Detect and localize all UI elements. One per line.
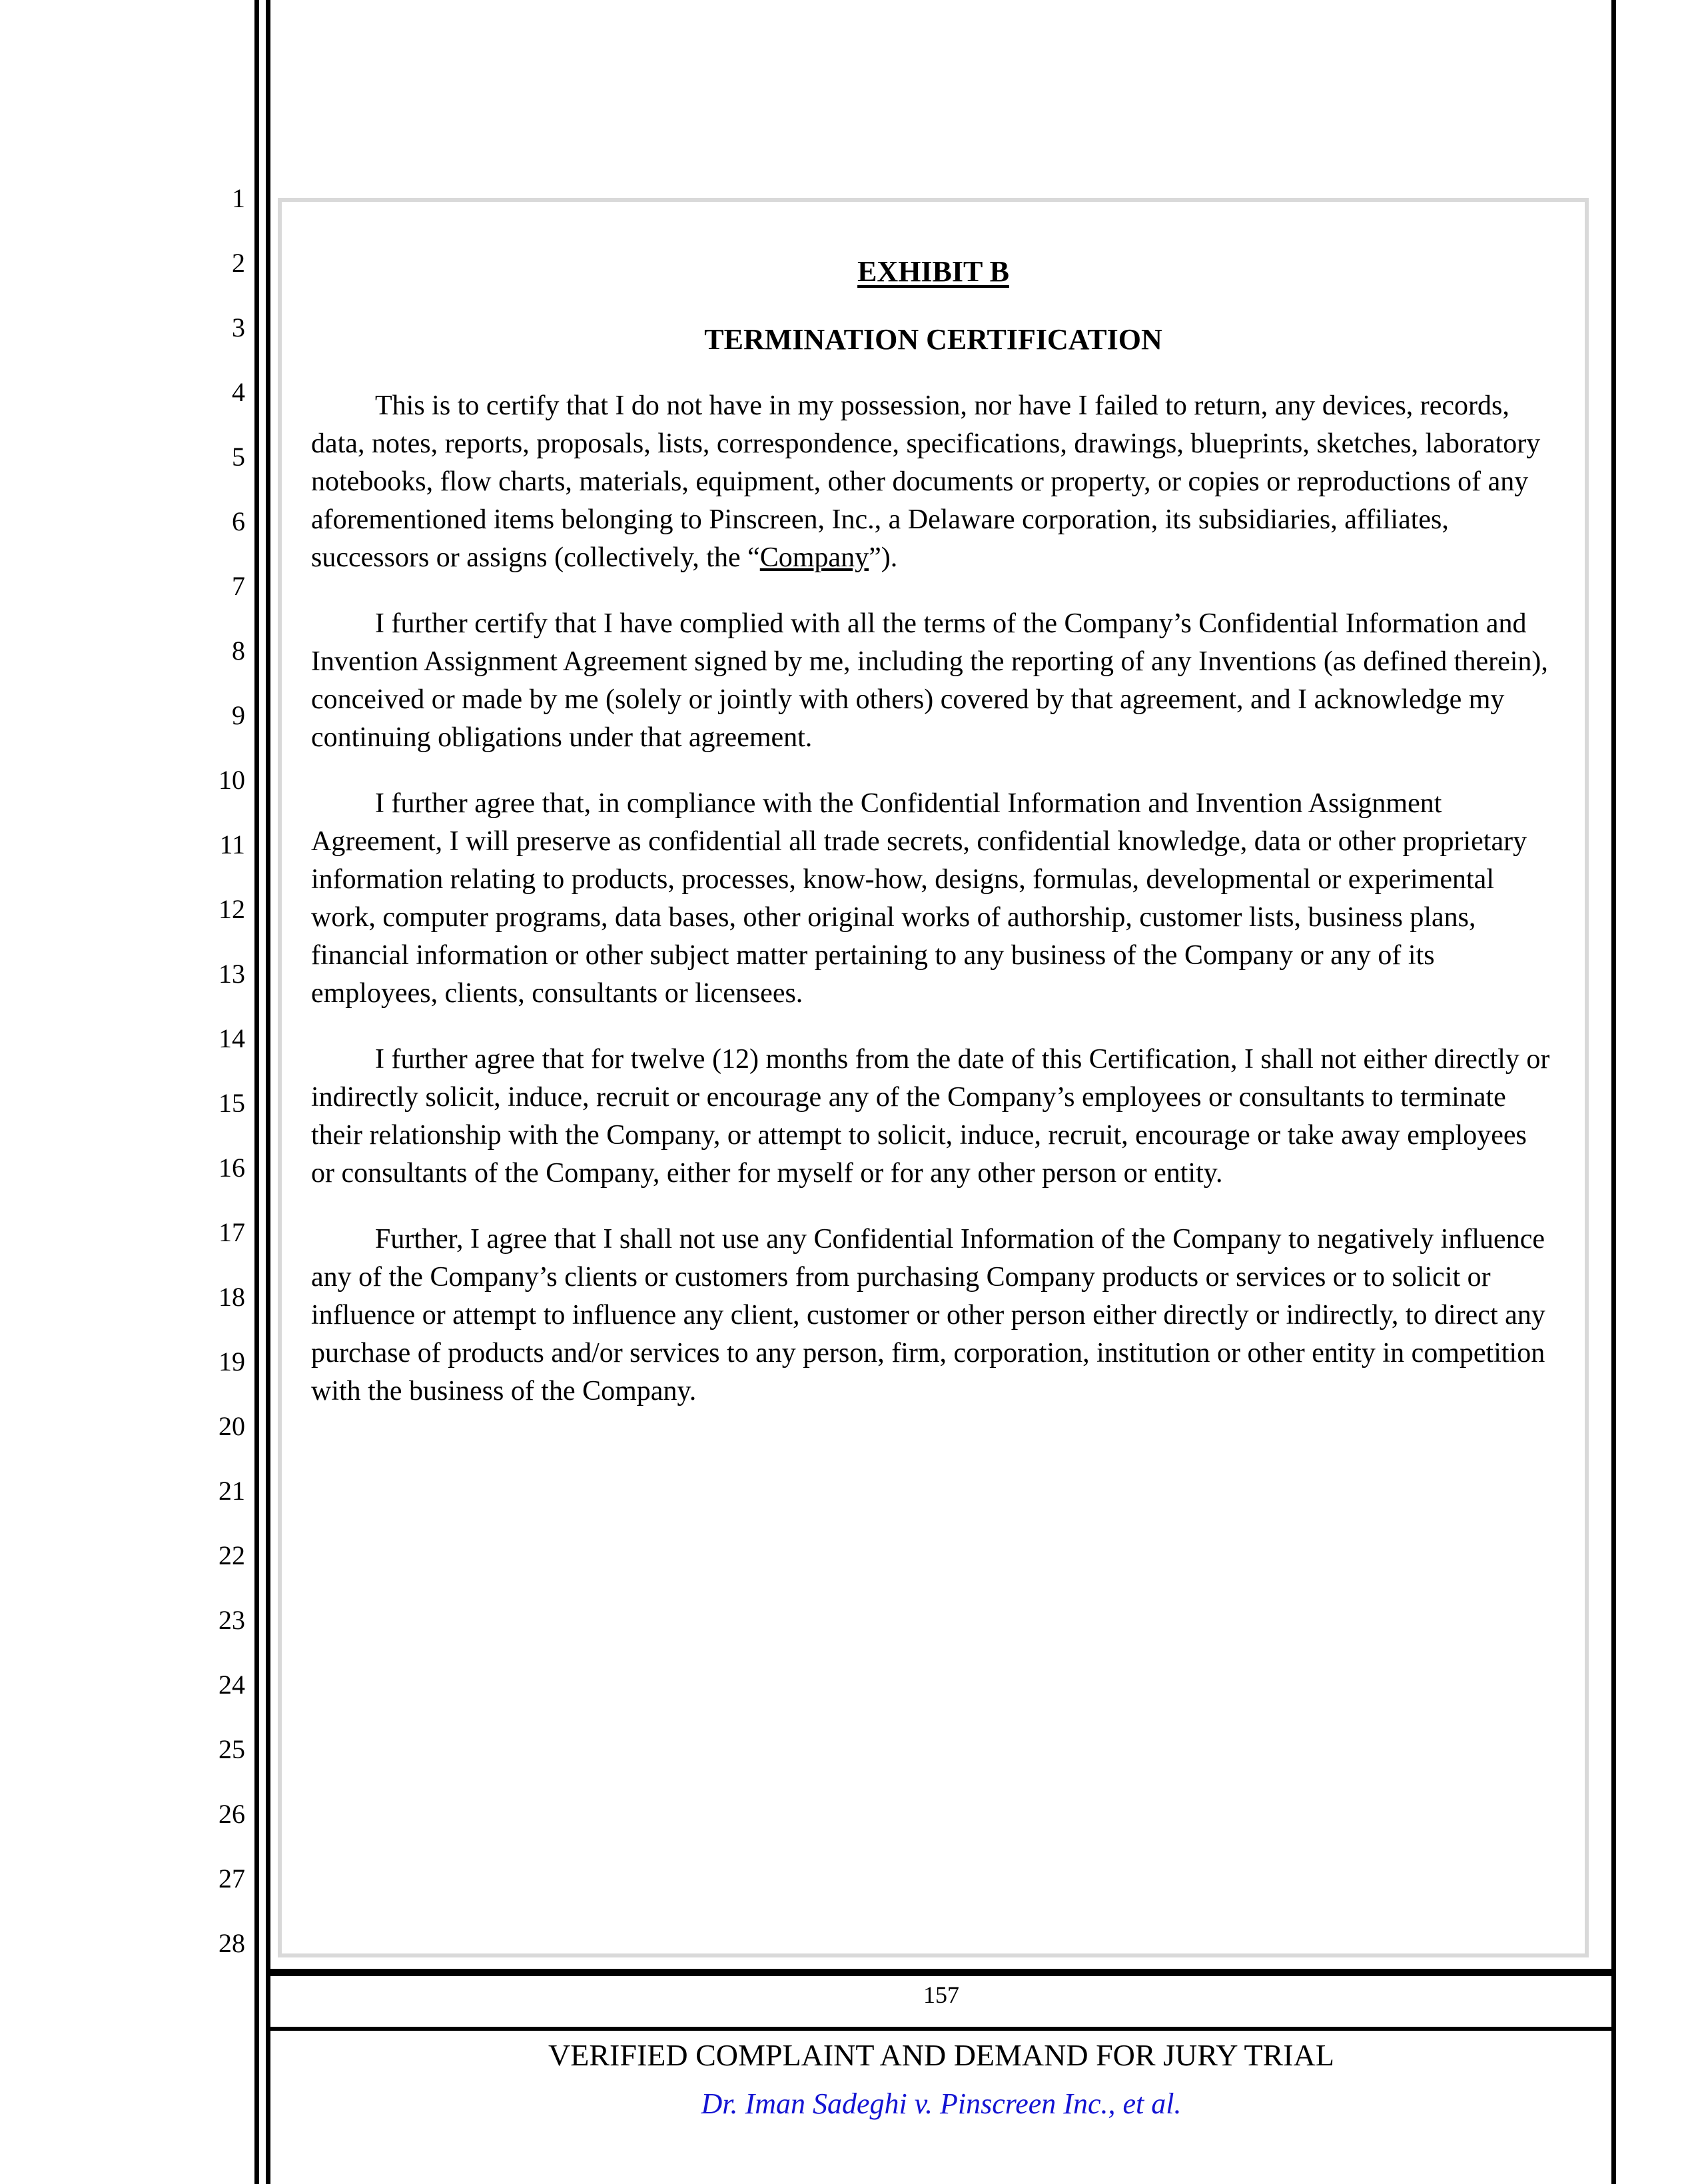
- paragraph-possession: [311, 387, 1555, 577]
- line-number-gutter: [167, 185, 245, 1984]
- line-number-17: 17: [218, 1217, 245, 1247]
- pleading-rule-right: [1611, 0, 1616, 2184]
- footer-rule-thin: [270, 2027, 1612, 2031]
- paragraph-confidentiality: I further agree that, in compliance with the Confidential Information and Invention Assignment Agreement, I will preserve as confidential all trade secrets, confidential knowledge, data or other proprietary information relating to products, processes, know-how, designs, formulas, developmental or experimental work, computer programs, data bases, other original works of authorship, customer lists, business plans, financial information or other subject matter pertaining to any business of the Company or any of its employees, clients, consultants or licensees.: [311, 788, 1527, 1009]
- footer-document-title: VERIFIED COMPLAINT AND DEMAND FOR JURY TRIAL: [548, 2038, 1334, 2072]
- line-number-20: 20: [218, 1411, 245, 1441]
- exhibit-label: [311, 253, 1555, 291]
- line-number-15: 15: [218, 1088, 245, 1118]
- line-number-16: 16: [218, 1153, 245, 1183]
- paragraph-noninterference: Further, I agree that I shall not use any Confidential Information of the Company to negatively influence any of the Company’s clients or customers from purchasing Company products or services or to solicit or influence or attempt to influence any client, customer or other person either directly or indirectly, to direct any purchase of products and/or services to any person, firm, corporation, institution or other entity in competition with the business of the Company.: [311, 1224, 1545, 1406]
- line-number-3: 3: [232, 312, 245, 342]
- line-number-2: 2: [232, 248, 245, 278]
- line-number-27: 27: [218, 1864, 245, 1894]
- line-number-26: 26: [218, 1799, 245, 1829]
- line-number-28: 28: [218, 1928, 245, 1958]
- pleading-rule-left-inner: [266, 0, 270, 2184]
- exhibit-content-box: [278, 198, 1589, 1957]
- line-number-12: 12: [218, 894, 245, 924]
- paragraph-possession-text-after: ”).: [869, 542, 898, 573]
- line-number-22: 22: [218, 1540, 245, 1570]
- line-number-19: 19: [218, 1347, 245, 1376]
- line-number-7: 7: [232, 571, 245, 601]
- line-number-24: 24: [218, 1670, 245, 1700]
- line-number-9: 9: [232, 700, 245, 730]
- line-number-23: 23: [218, 1605, 245, 1635]
- line-number-8: 8: [232, 636, 245, 666]
- line-number-11: 11: [219, 829, 245, 859]
- paragraph-compliance: I further certify that I have complied with all the terms of the Company’s Confidential Information and Invention Assignment Agreement signed by me, including the reporting of any Inventions (as defined therein), conceived or made by me (solely or jointly with others) covered by that agreement, and I acknowledge my continuing obligations under that agreement.: [311, 608, 1548, 753]
- paragraph-nonsolicitation: I further agree that for twelve (12) months from the date of this Certification, I shall not either directly or indirectly solicit, induce, recruit or encourage any of the Company’s employees or consultants to terminate their relationship with the Company, or attempt to solicit, induce, recruit, encourage or take away employees or consultants of the Company, either for myself or for any other person or entity.: [311, 1044, 1550, 1189]
- line-number-21: 21: [218, 1476, 245, 1506]
- line-number-13: 13: [218, 959, 245, 989]
- footer-case-caption: Dr. Iman Sadeghi v. Pinscreen Inc., et al.: [701, 2087, 1182, 2120]
- defined-term-company: Company: [759, 542, 869, 573]
- line-number-10: 10: [218, 765, 245, 795]
- pleading-rule-left-outer: [254, 0, 259, 2184]
- exhibit-content: [282, 202, 1585, 1410]
- line-number-6: 6: [232, 506, 245, 536]
- line-number-18: 18: [218, 1282, 245, 1312]
- line-number-5: 5: [232, 442, 245, 472]
- line-number-1: 1: [232, 183, 245, 213]
- page-title: TERMINATION CERTIFICATION: [704, 323, 1162, 356]
- line-number-4: 4: [232, 377, 245, 407]
- paragraph-possession-text-before: This is to certify that I do not have in my possession, nor have I failed to return, any devices, records, data, notes, reports, proposals, lists, correspondence, specifications, drawings, blueprints, sketches, laboratory notebooks, flow charts, materials, equipment, other documents or property, or copies or reproductions of any aforementioned items belonging to Pinscreen, Inc., a Delaware corporation, its subsidiaries, affiliates, successors or assigns (collectively, the “: [311, 390, 1541, 573]
- line-number-14: 14: [218, 1023, 245, 1053]
- page-number: 157: [923, 1981, 959, 2008]
- line-number-25: 25: [218, 1734, 245, 1764]
- exhibit-label-text: EXHIBIT B: [857, 255, 1009, 288]
- footer-rule-thick: [270, 1969, 1612, 1976]
